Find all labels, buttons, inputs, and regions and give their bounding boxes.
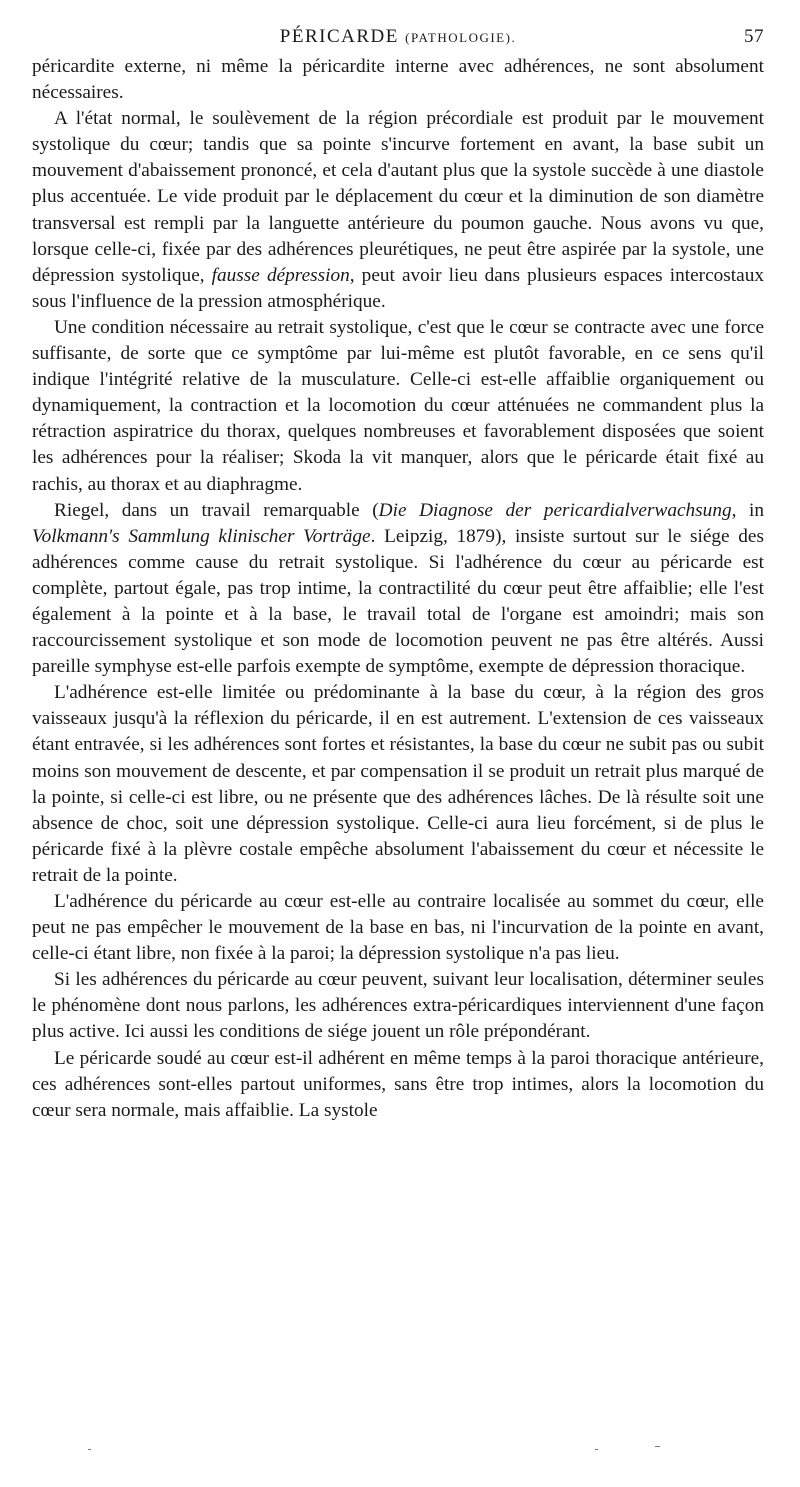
text-run: . Leipzig, 1879), insiste surtout sur le siége des adhérences comme cause du retrait systolique. Si l'adhérence du cœur au péricarde est complète, partout égale, pas trop intime, la contractilité du cœur peut être affaiblie; elle l'est également à la pointe et à la base, le travail total de l'organe est amoindri; mais son raccourcissement systolique et son mode de locomotion peuvent ne pas être altérés. Aussi pareille symphyse est-elle parfois exempte de symptôme, exempte de dépression thoracique. [32, 525, 764, 678]
text-run: péricardite externe, ni même la péricardite interne avec adhérences, ne sont absolument nécessaires. [32, 56, 764, 104]
paragraph [32, 315, 764, 498]
paragraph [32, 889, 764, 967]
running-head [32, 26, 764, 54]
body-text [32, 54, 764, 1124]
paragraph [32, 680, 764, 889]
text-run: Le péricarde soudé au cœur est-il adhérent en même temps à la paroi thoracique antérieure, ces adhérences sont-elles partout uniformes, sans être trop intimes, alors la locomotion du cœur sera normale, mais affaiblie. La systole [32, 1047, 764, 1121]
italic-text: Die Diagnose der pericardialverwachsung [378, 499, 732, 521]
running-title-main: PÉRICARDE [279, 26, 399, 47]
text-run: , peut avoir lieu dans plusieurs espaces intercostaux sous l'influence de la pression atmosphérique. [32, 264, 764, 312]
paragraph [32, 1046, 764, 1124]
text-run: L'adhérence est-elle limitée ou prédominante à la base du cœur, à la région des gros vaisseaux jusqu'à la réflexion du péricarde, il en est autrement. L'extension de ces vaisseaux étant entravée, si les adhérences sont fortes et résistantes, la base du cœur ne subit pas ou subit moins son mouvement de descente, et par compensation il se produit un retrait plus marqué de la pointe, si celle-ci est libre, ou ne présente que des adhérences lâches. De là résulte soit une absence de choc, soit une dépression systolique. Celle-ci aura lieu forcément, si de plus le péricarde fixé à la plèvre costale empêche absolument l'abaissement du cœur et nécessite le retrait de la pointe. [32, 682, 764, 886]
paragraph [32, 498, 764, 681]
text-run: Si les adhérences du péricarde au cœur peuvent, suivant leur localisation, déterminer seules le phénomène dont nous parlons, les adhérences extra-péricardiques interviennent d'une façon plus active. Ici aussi les conditions de siége jouent un rôle prépondérant. [32, 969, 764, 1043]
italic-text: fausse dépression [211, 264, 350, 286]
text-run: L'adhérence du péricarde au cœur est-elle au contraire localisée au sommet du cœur, elle peut ne pas empêcher le mouvement de la base en bas, ni l'incurvation de la pointe en avant, celle-ci étant libre, non fixée à la paroi; la dépression systolique n'a pas lieu. [32, 891, 764, 965]
running-title-subtitle: (PATHOLOGIE). [405, 30, 517, 45]
italic-text: Volkmann's Sammlung klinischer Vorträge [32, 525, 371, 547]
paragraph [32, 967, 764, 1045]
running-title [32, 26, 764, 48]
paragraph [32, 106, 764, 315]
paragraph [32, 54, 764, 106]
page-number: 57 [744, 26, 764, 47]
text-run: Riegel, dans un travail remarquable ( [54, 499, 379, 521]
text-run: Une condition nécessaire au retrait systolique, c'est que le cœur se contracte avec une force suffisante, de sorte que ce symptôme par lui-même est plutôt favorable, en ce sens qu'il indique l'intégrité relative de la musculature. Celle-ci est-elle affaiblie organiquement ou dynamiquement, la contraction et la locomotion du cœur atténuées ne commandent plus la rétraction aspiratrice du thorax, quelques nombreuses et favorablement disposées que soient les adhérences pour la réaliser; Skoda la vit manquer, alors que le péricarde était fixé au rachis, au thorax et au diaphragme. [32, 316, 764, 495]
text-run: A l'état normal, le soulèvement de la région précordiale est produit par le mouvement systolique du cœur; tandis que sa pointe s'incurve fortement en avant, la base subit un mouvement d'abaissement prononcé, et cela d'autant plus que la systole succède à une diastole plus accentuée. Le vide produit par le déplacement du cœur et la diminution de son diamètre transversal est rempli par la languette antérieure du poumon gauche. Nous avons vu que, lorsque celle-ci, fixée par des adhérences pleurétiques, ne peut être aspirée par la systole, une dépression systolique, [32, 108, 764, 286]
book-page [32, 26, 764, 1124]
text-run: , in [731, 499, 764, 521]
